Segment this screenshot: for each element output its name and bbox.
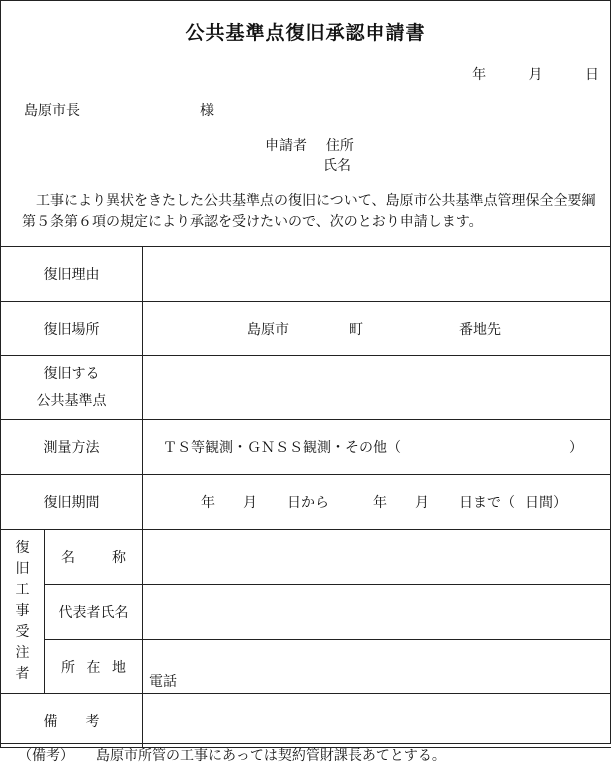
location-lot: 番地先 — [459, 321, 501, 338]
address-char-1: 所 — [61, 659, 75, 676]
remarks-char-2: 考 — [85, 713, 100, 730]
row-point — [1, 356, 611, 420]
application-table — [0, 246, 611, 748]
applicant-name-label: 氏名 — [323, 158, 351, 174]
address-char-2: 在 — [86, 659, 101, 676]
row-remarks — [1, 694, 611, 748]
row-contractor-address — [1, 640, 611, 694]
point-label-line2: 公共基準点 — [36, 392, 107, 409]
footnote — [18, 745, 446, 762]
row-contractor-rep — [1, 585, 611, 640]
applicant-label: 申請者 — [265, 138, 307, 154]
period-year2: 年 — [373, 495, 387, 511]
period-year1: 年 — [201, 495, 215, 511]
date-day: 日 — [585, 67, 599, 83]
period-month2: 月 — [415, 495, 429, 511]
contractor-char-7: 者 — [15, 666, 30, 682]
location-town: 町 — [349, 321, 363, 338]
body-text: 工事により異状をきたした公共基準点の復旧について、島原市公共基準点管理保全全要綱第５条第６項の規定により承認を受けたいので、次のとおり申請します。 — [22, 193, 596, 230]
period-field[interactable] — [143, 475, 611, 530]
footnote-label: （備考） — [18, 748, 74, 762]
contractor-group-label — [1, 530, 45, 694]
reason-field[interactable] — [143, 247, 611, 302]
contractor-rep-label: 代表者氏名 — [45, 585, 143, 640]
name-char-1: 名 — [61, 550, 75, 566]
row-method — [1, 420, 611, 475]
row-reason — [1, 247, 611, 302]
contractor-char-2: 旧 — [15, 561, 30, 577]
contractor-address-label — [45, 640, 143, 694]
row-contractor-name — [1, 530, 611, 585]
applicant-block — [265, 136, 354, 176]
method-options: ＴＳ等観測・ＧＮＳＳ観測・その他（ — [163, 440, 401, 456]
phone-label: 電話 — [149, 674, 177, 690]
method-close: ） — [569, 440, 583, 456]
row-period — [1, 475, 611, 530]
point-label — [1, 356, 143, 420]
point-label-line1: 復旧する — [43, 365, 100, 382]
remarks-field[interactable] — [143, 694, 611, 748]
addressee-honorific: 様 — [200, 103, 214, 119]
contractor-char-4: 事 — [15, 603, 30, 619]
period-from: 日から — [287, 495, 329, 511]
point-field[interactable] — [143, 356, 611, 420]
location-label: 復旧場所 — [1, 302, 143, 356]
applicant-address-label: 住所 — [325, 138, 354, 154]
row-location — [1, 302, 611, 356]
contractor-char-6: 注 — [15, 645, 30, 661]
contractor-name-field[interactable] — [143, 530, 611, 585]
period-days: 日間） — [525, 495, 567, 511]
contractor-char-1: 復 — [15, 540, 30, 556]
date-month: 月 — [528, 67, 543, 83]
footnote-text: 島原市所管の工事にあっては契約管財課長あてとする。 — [96, 748, 446, 762]
contractor-rep-field[interactable] — [143, 585, 611, 640]
addressee — [24, 100, 214, 120]
remarks-label — [1, 694, 143, 748]
contractor-char-5: 受 — [15, 624, 30, 640]
address-char-3: 地 — [112, 659, 126, 676]
reason-label: 復旧理由 — [1, 247, 143, 302]
location-city: 島原市 — [247, 321, 289, 338]
date-line — [472, 64, 599, 84]
method-field[interactable] — [143, 420, 611, 475]
period-until: 日まで（ — [459, 495, 515, 511]
form-title: 公共基準点復旧承認申請書 — [185, 22, 426, 44]
contractor-name-label — [45, 530, 143, 585]
remarks-char-1: 備 — [43, 713, 58, 730]
date-year: 年 — [472, 67, 487, 83]
contractor-char-3: 工 — [15, 582, 30, 598]
period-label: 復旧期間 — [1, 475, 143, 530]
location-field[interactable] — [143, 302, 611, 356]
name-char-2: 称 — [112, 550, 126, 566]
contractor-address-field[interactable] — [143, 640, 611, 694]
addressee-name: 島原市長 — [24, 103, 80, 119]
period-month1: 月 — [243, 495, 257, 511]
method-label: 測量方法 — [1, 420, 143, 475]
